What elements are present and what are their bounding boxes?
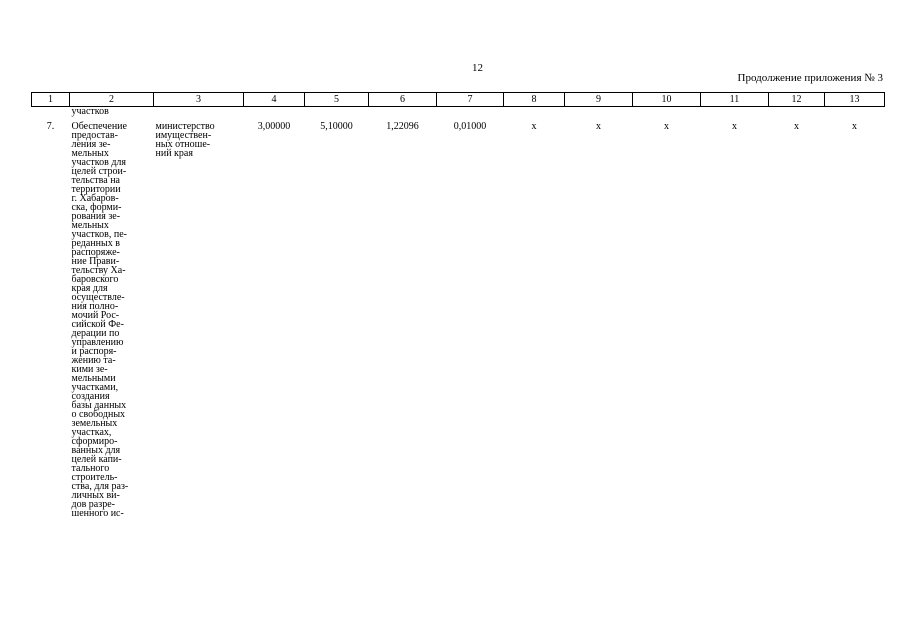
column-header: 1 [32, 93, 70, 107]
cell-col11: х [732, 120, 737, 132]
table-row [32, 122, 885, 518]
column-header: 8 [504, 93, 565, 107]
column-header: 12 [769, 93, 825, 107]
cell-col6: 1,22096 [386, 120, 419, 132]
continued-text: участков [71, 106, 109, 117]
column-header: 5 [305, 93, 369, 107]
cell-col10: х [664, 120, 669, 132]
column-header: 4 [244, 93, 305, 107]
column-header: 10 [633, 93, 701, 107]
table-header-row [32, 93, 885, 107]
table-row-continuation [32, 107, 885, 122]
executor: министерство имуществен- ных отноше- ний края [155, 120, 215, 159]
column-header: 2 [70, 93, 154, 107]
appendix-table [31, 92, 885, 518]
cell-col7: 0,01000 [453, 120, 487, 132]
column-header: 11 [701, 93, 769, 107]
cell-col8: х [531, 120, 537, 132]
row-number: 7. [46, 120, 55, 132]
column-header: 6 [369, 93, 437, 107]
cell-col4: 3,00000 [257, 120, 291, 132]
column-header: 9 [565, 93, 633, 107]
cell-col5: 5,10000 [320, 120, 353, 132]
cell-col13: х [852, 120, 857, 132]
page-number: 12 [472, 62, 483, 74]
cell-col9: х [596, 120, 601, 132]
column-header: 7 [437, 93, 504, 107]
column-header: 3 [154, 93, 244, 107]
column-header: 13 [825, 93, 885, 107]
cell-col12: х [794, 120, 799, 132]
appendix-caption: Продолжение приложения № 3 [737, 72, 883, 84]
activity-name: Обеспечение предостав- ления зе- мельных участков для целей строи- тельства на территории г. Хабаров- ска, форми- рования зе- мельных участков, пе- реданных в распоряже- ние Прави- тельству Ха- баровского края для осуществле- ния полно- мочий Рос- сийской Фе- дерации по управлению и распоря- жению та- кими зе- мельными участками, создания базы данных о свободных земельных участках, сформиро- ванных для целей капи- тального строитель- ства, для раз- личных ви- дов разре- шенного ис- [71, 120, 129, 519]
